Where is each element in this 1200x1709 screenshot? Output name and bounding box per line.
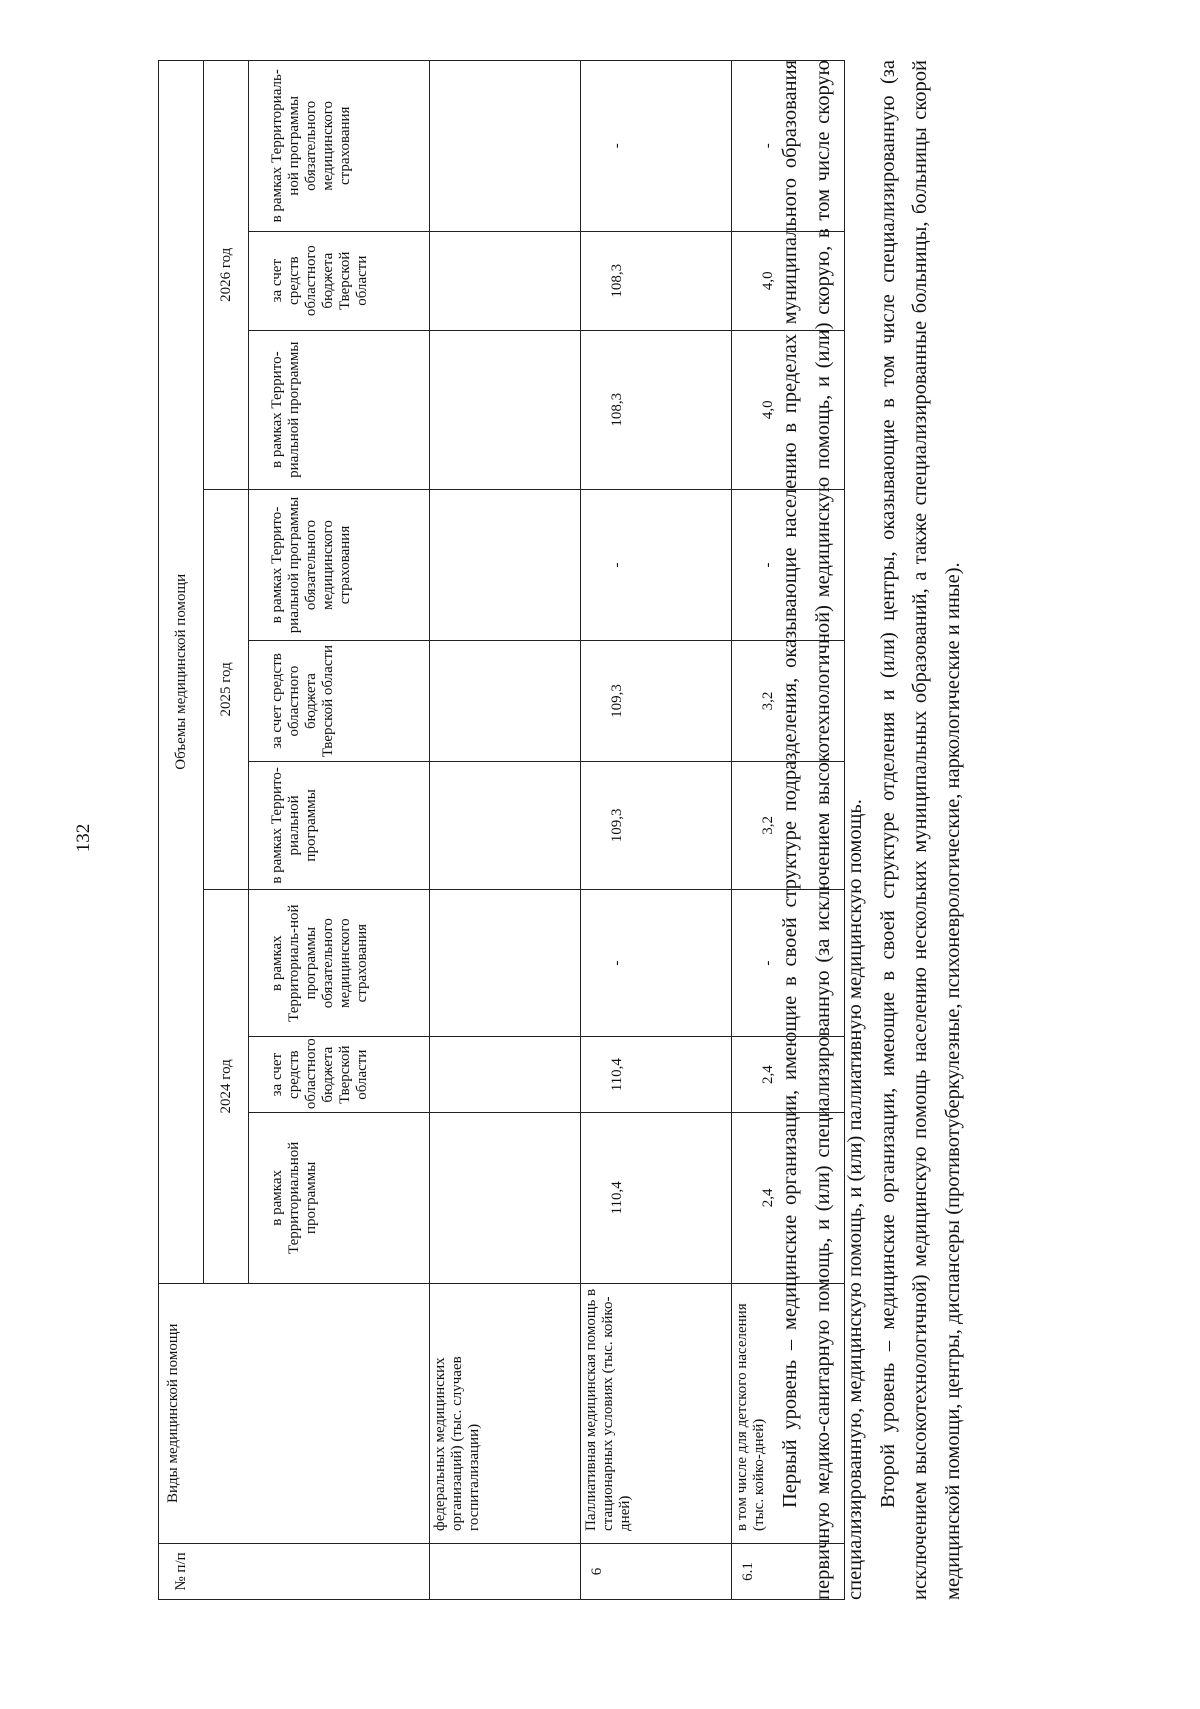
row-num-cell: 6.1 — [732, 1543, 845, 1599]
value-cell — [430, 761, 581, 889]
header-col-2024-oms: в рамках Территориаль-ной программы обязательного медицинского страхования — [249, 890, 430, 1037]
header-col-2026-oms: в рамках Территориаль-ной программы обязательного медицинского страхования — [249, 61, 430, 232]
value-cell — [430, 890, 581, 1037]
header-col-2024-territorial: в рамках Территориальной программы — [249, 1113, 430, 1283]
value-cell — [430, 1037, 581, 1113]
value-cell: 2,4 — [732, 1037, 845, 1113]
value-cell: 109,3 — [581, 761, 732, 889]
value-cell — [430, 330, 581, 489]
header-year-2026: 2026 год — [204, 61, 249, 490]
value-cell: 110,4 — [581, 1037, 732, 1113]
paragraph-first-level: Первый уровень – медицинские организации, имеющие в своей структуре подразделения, оказывающие населению в пределах муниципального образования первичную медико-санитарную помощь, и (или) специализированную (за исключением высокотехнологичной) медицинскую помощь, и (или) скорую, в том числе скорую специализированную, медицинскую помощь, и (или) паллиативную медицинскую помощь. — [779, 60, 866, 1600]
header-col-2026-regional-budget: за счет средств областного бюджета Тверской области — [249, 231, 430, 330]
value-cell — [430, 61, 581, 232]
row-name-cell: в том числе для детского населения (тыс. койко-дней) — [732, 1283, 845, 1543]
paragraph-second-level: Второй уровень – медицинские организации, имеющие в своей структуре отделения и (или) центры, оказывающие в том числе специализированную (за исключением высокотехнологичной) медицинскую помощь населению нескольких муниципальных образований, а также специализированные больницы, больницы скорой медицинской помощи, центры, диспансеры (противотуберкулезные, психоневрологические, наркологические и иные). — [876, 60, 964, 1600]
header-col-2025-regional-budget: за счет средств областного бюджета Тверской области — [249, 641, 430, 761]
value-cell: 3,2 — [732, 641, 845, 761]
row-name-cell: федеральных медицинских организаций) (тыс. случаев госпитализации) — [430, 1283, 581, 1543]
header-num: № п/п — [159, 1543, 430, 1599]
value-cell: 108,3 — [581, 231, 732, 330]
value-cell: 108,3 — [581, 330, 732, 489]
row-num-cell: 6 — [581, 1543, 732, 1599]
value-cell: 110,4 — [581, 1113, 732, 1283]
header-col-2026-territorial: в рамках Террито-риальной программы — [249, 330, 430, 489]
value-cell: 2,4 — [732, 1113, 845, 1283]
value-cell — [430, 641, 581, 761]
value-cell: - — [581, 489, 732, 641]
header-year-2024: 2024 год — [204, 890, 249, 1283]
value-cell: 109,3 — [581, 641, 732, 761]
rotated-page-content — [158, 60, 1108, 1600]
value-cell: - — [581, 61, 732, 232]
value-cell: 4,0 — [732, 330, 845, 489]
value-cell: - — [732, 890, 845, 1037]
value-cell — [430, 231, 581, 330]
value-cell: - — [581, 890, 732, 1037]
body-text — [774, 60, 969, 1600]
header-year-2025: 2025 год — [204, 489, 249, 889]
value-cell: 4,0 — [732, 231, 845, 330]
value-cell: - — [732, 61, 845, 232]
value-cell: 3,2 — [732, 761, 845, 889]
header-col-2024-regional-budget: за счет средств областного бюджета Тверской области — [249, 1037, 430, 1113]
table-row — [581, 61, 732, 1600]
row-name-cell: Паллиативная медицинская помощь в стационарных условиях (тыс. койко-дней) — [581, 1283, 732, 1543]
row-num-cell — [430, 1543, 581, 1599]
header-col-2025-oms: в рамках Террито-риальной программы обязательного медицинского страхования — [249, 489, 430, 641]
header-volumes: Объемы медицинской помощи — [159, 61, 204, 1284]
page-number: 132 — [73, 823, 94, 853]
value-cell — [430, 1113, 581, 1283]
header-col-2025-territorial: в рамках Террито-риальной программы — [249, 761, 430, 889]
table-row — [430, 61, 581, 1600]
value-cell: - — [732, 489, 845, 641]
header-kind: Виды медицинской помощи — [159, 1283, 430, 1543]
value-cell — [430, 489, 581, 641]
medical-care-volumes-table — [158, 60, 845, 1600]
